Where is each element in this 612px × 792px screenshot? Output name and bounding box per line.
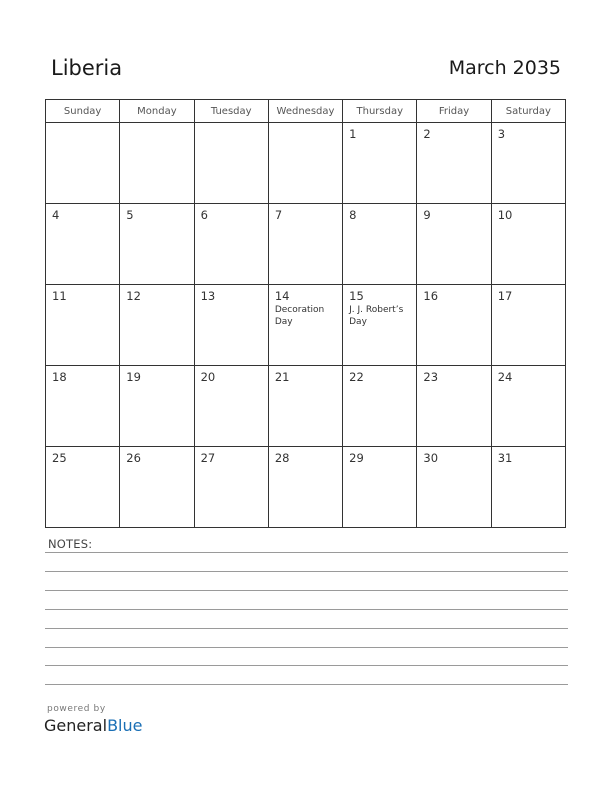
- weekday-header-row: [46, 100, 566, 123]
- day-cell: [194, 447, 268, 528]
- day-cell: [46, 123, 120, 204]
- day-number: 26: [126, 451, 141, 465]
- weekday-sunday: Sunday: [46, 100, 120, 123]
- day-cell: [194, 285, 268, 366]
- week-row: [46, 123, 566, 204]
- notes-label: NOTES:: [48, 537, 93, 551]
- day-number: 11: [52, 289, 67, 303]
- day-number: 21: [274, 370, 290, 384]
- brand-logo: [44, 716, 142, 735]
- day-cell: [491, 123, 565, 204]
- day-cell: [417, 204, 491, 285]
- day-number: 24: [497, 370, 513, 384]
- day-cell: [343, 366, 417, 447]
- day-cell: [120, 447, 194, 528]
- weekday-wednesday: Wednesday: [268, 100, 342, 123]
- brand-blue: Blue: [107, 716, 143, 735]
- brand-general: General: [44, 716, 108, 735]
- holiday-label: Decoration Day: [274, 305, 325, 327]
- day-cell: [120, 366, 194, 447]
- day-cell: [417, 447, 491, 528]
- day-number: 9: [423, 208, 431, 222]
- notes-line: [45, 628, 568, 629]
- day-cell: [491, 285, 565, 366]
- day-number: 30: [423, 451, 439, 465]
- day-cell: [194, 123, 268, 204]
- day-cell: [343, 204, 417, 285]
- day-number: 4: [52, 208, 60, 222]
- month-year-title: March 2035: [448, 57, 561, 79]
- day-number: 1: [349, 127, 357, 141]
- notes-line: [45, 571, 568, 572]
- day-number: 19: [126, 370, 141, 384]
- day-number: 20: [200, 370, 216, 384]
- week-row: [46, 447, 566, 528]
- day-cell: [120, 123, 194, 204]
- day-number: 6: [200, 208, 208, 222]
- weekday-tuesday: Tuesday: [194, 100, 268, 123]
- day-cell: [120, 204, 194, 285]
- notes-line: [45, 647, 568, 648]
- day-cell: [343, 447, 417, 528]
- day-number: 25: [52, 451, 67, 465]
- day-cell: [268, 204, 342, 285]
- day-number: 5: [126, 208, 134, 222]
- day-cell: [46, 204, 120, 285]
- day-cell: [491, 366, 565, 447]
- notes-line: [45, 590, 568, 591]
- day-cell: [268, 447, 342, 528]
- day-number: 27: [200, 451, 216, 465]
- day-number: 22: [349, 370, 364, 384]
- day-cell: [46, 447, 120, 528]
- notes-line: [45, 684, 568, 685]
- day-cell: [194, 366, 268, 447]
- day-cell: [120, 285, 194, 366]
- day-cell: [343, 123, 417, 204]
- day-number: 2: [423, 127, 431, 141]
- week-row: [46, 366, 566, 447]
- day-cell: [491, 204, 565, 285]
- day-cell: [46, 366, 120, 447]
- day-number: 31: [497, 451, 513, 465]
- week-row: [46, 285, 566, 366]
- day-number: 28: [274, 451, 290, 465]
- day-number: 17: [497, 289, 513, 303]
- holiday-label: J. J. Robert’s Day: [349, 305, 404, 327]
- day-number: 23: [423, 370, 439, 384]
- day-cell: [194, 204, 268, 285]
- day-number: 16: [423, 289, 439, 303]
- country-title: Liberia: [51, 56, 123, 80]
- day-cell: [268, 123, 342, 204]
- day-cell: [417, 285, 491, 366]
- day-number: 7: [274, 208, 283, 222]
- day-number: 18: [52, 370, 67, 384]
- week-row: [46, 204, 566, 285]
- notes-line: [45, 552, 568, 553]
- day-number: 13: [200, 289, 216, 303]
- day-number: 3: [497, 127, 506, 141]
- day-cell: [46, 285, 120, 366]
- powered-by-text: powered by: [47, 704, 106, 714]
- day-number: 15: [349, 289, 364, 303]
- day-cell: [268, 366, 342, 447]
- day-cell: [491, 447, 565, 528]
- weekday-thursday: Thursday: [343, 100, 417, 123]
- calendar-grid: [45, 99, 566, 528]
- notes-line: [45, 665, 568, 666]
- day-number: 8: [349, 208, 357, 222]
- day-cell: [268, 285, 342, 366]
- day-cell: [417, 366, 491, 447]
- notes-line: [45, 609, 568, 610]
- day-number: 14: [274, 289, 290, 303]
- day-cell: [343, 285, 417, 366]
- day-number: 10: [497, 208, 513, 222]
- weekday-friday: Friday: [417, 100, 491, 123]
- weekday-saturday: Saturday: [491, 100, 565, 123]
- day-number: 12: [126, 289, 141, 303]
- weekday-monday: Monday: [120, 100, 194, 123]
- day-number: 29: [349, 451, 364, 465]
- day-cell: [417, 123, 491, 204]
